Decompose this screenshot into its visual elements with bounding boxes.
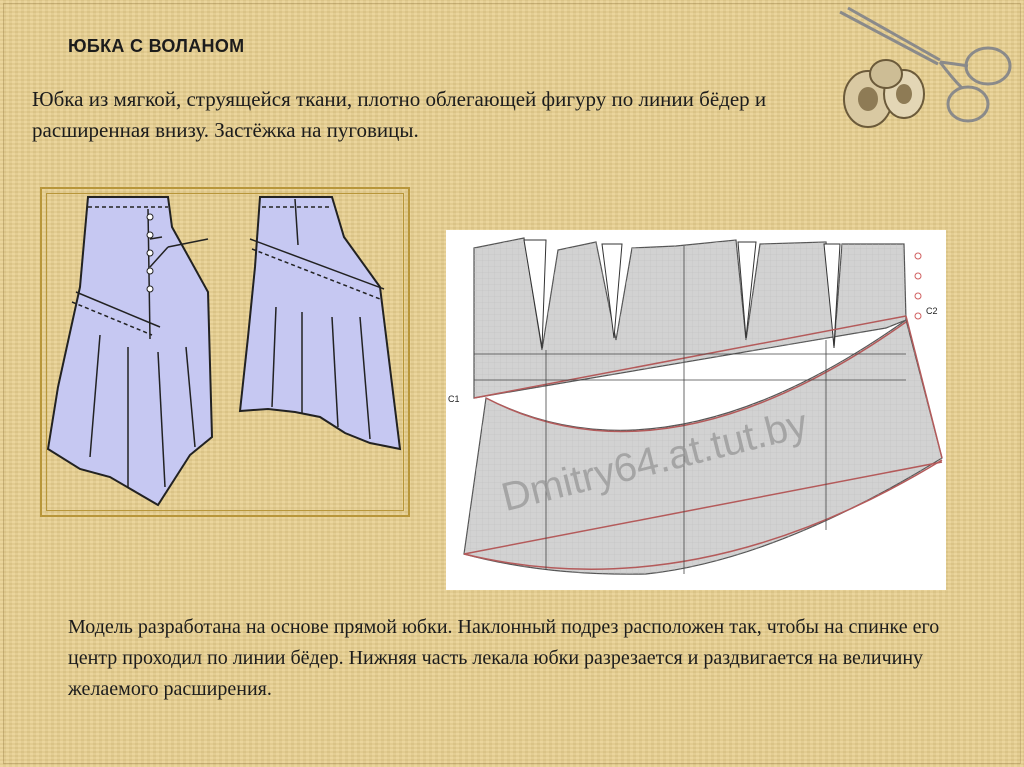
scissors-and-thread-icon	[828, 4, 1024, 144]
intro-paragraph: Юбка из мягкой, струящейся ткани, плотно облегающей фигуру по линии бёдер и расширенная внизу. Застёжка на пуговицы.	[32, 87, 767, 142]
page-title: ЮБКА С ВОЛАНОМ	[68, 36, 245, 56]
description-paragraph: Модель разработана на основе прямой юбки. Наклонный подрез расположен так, чтобы на спинке его центр проходил по линии бёдер. Нижняя часть лекала юбки разрезается и раздвигается на величину желаемого расширения.	[68, 616, 940, 700]
label-c1: C1	[448, 394, 460, 404]
watermark: Dmitry64.at.tut.by	[497, 401, 812, 521]
skirt-sketches	[40, 187, 410, 517]
label-c2: C2	[926, 306, 938, 316]
skirt-back-sketch	[240, 197, 400, 449]
pattern-drawing	[446, 230, 946, 590]
